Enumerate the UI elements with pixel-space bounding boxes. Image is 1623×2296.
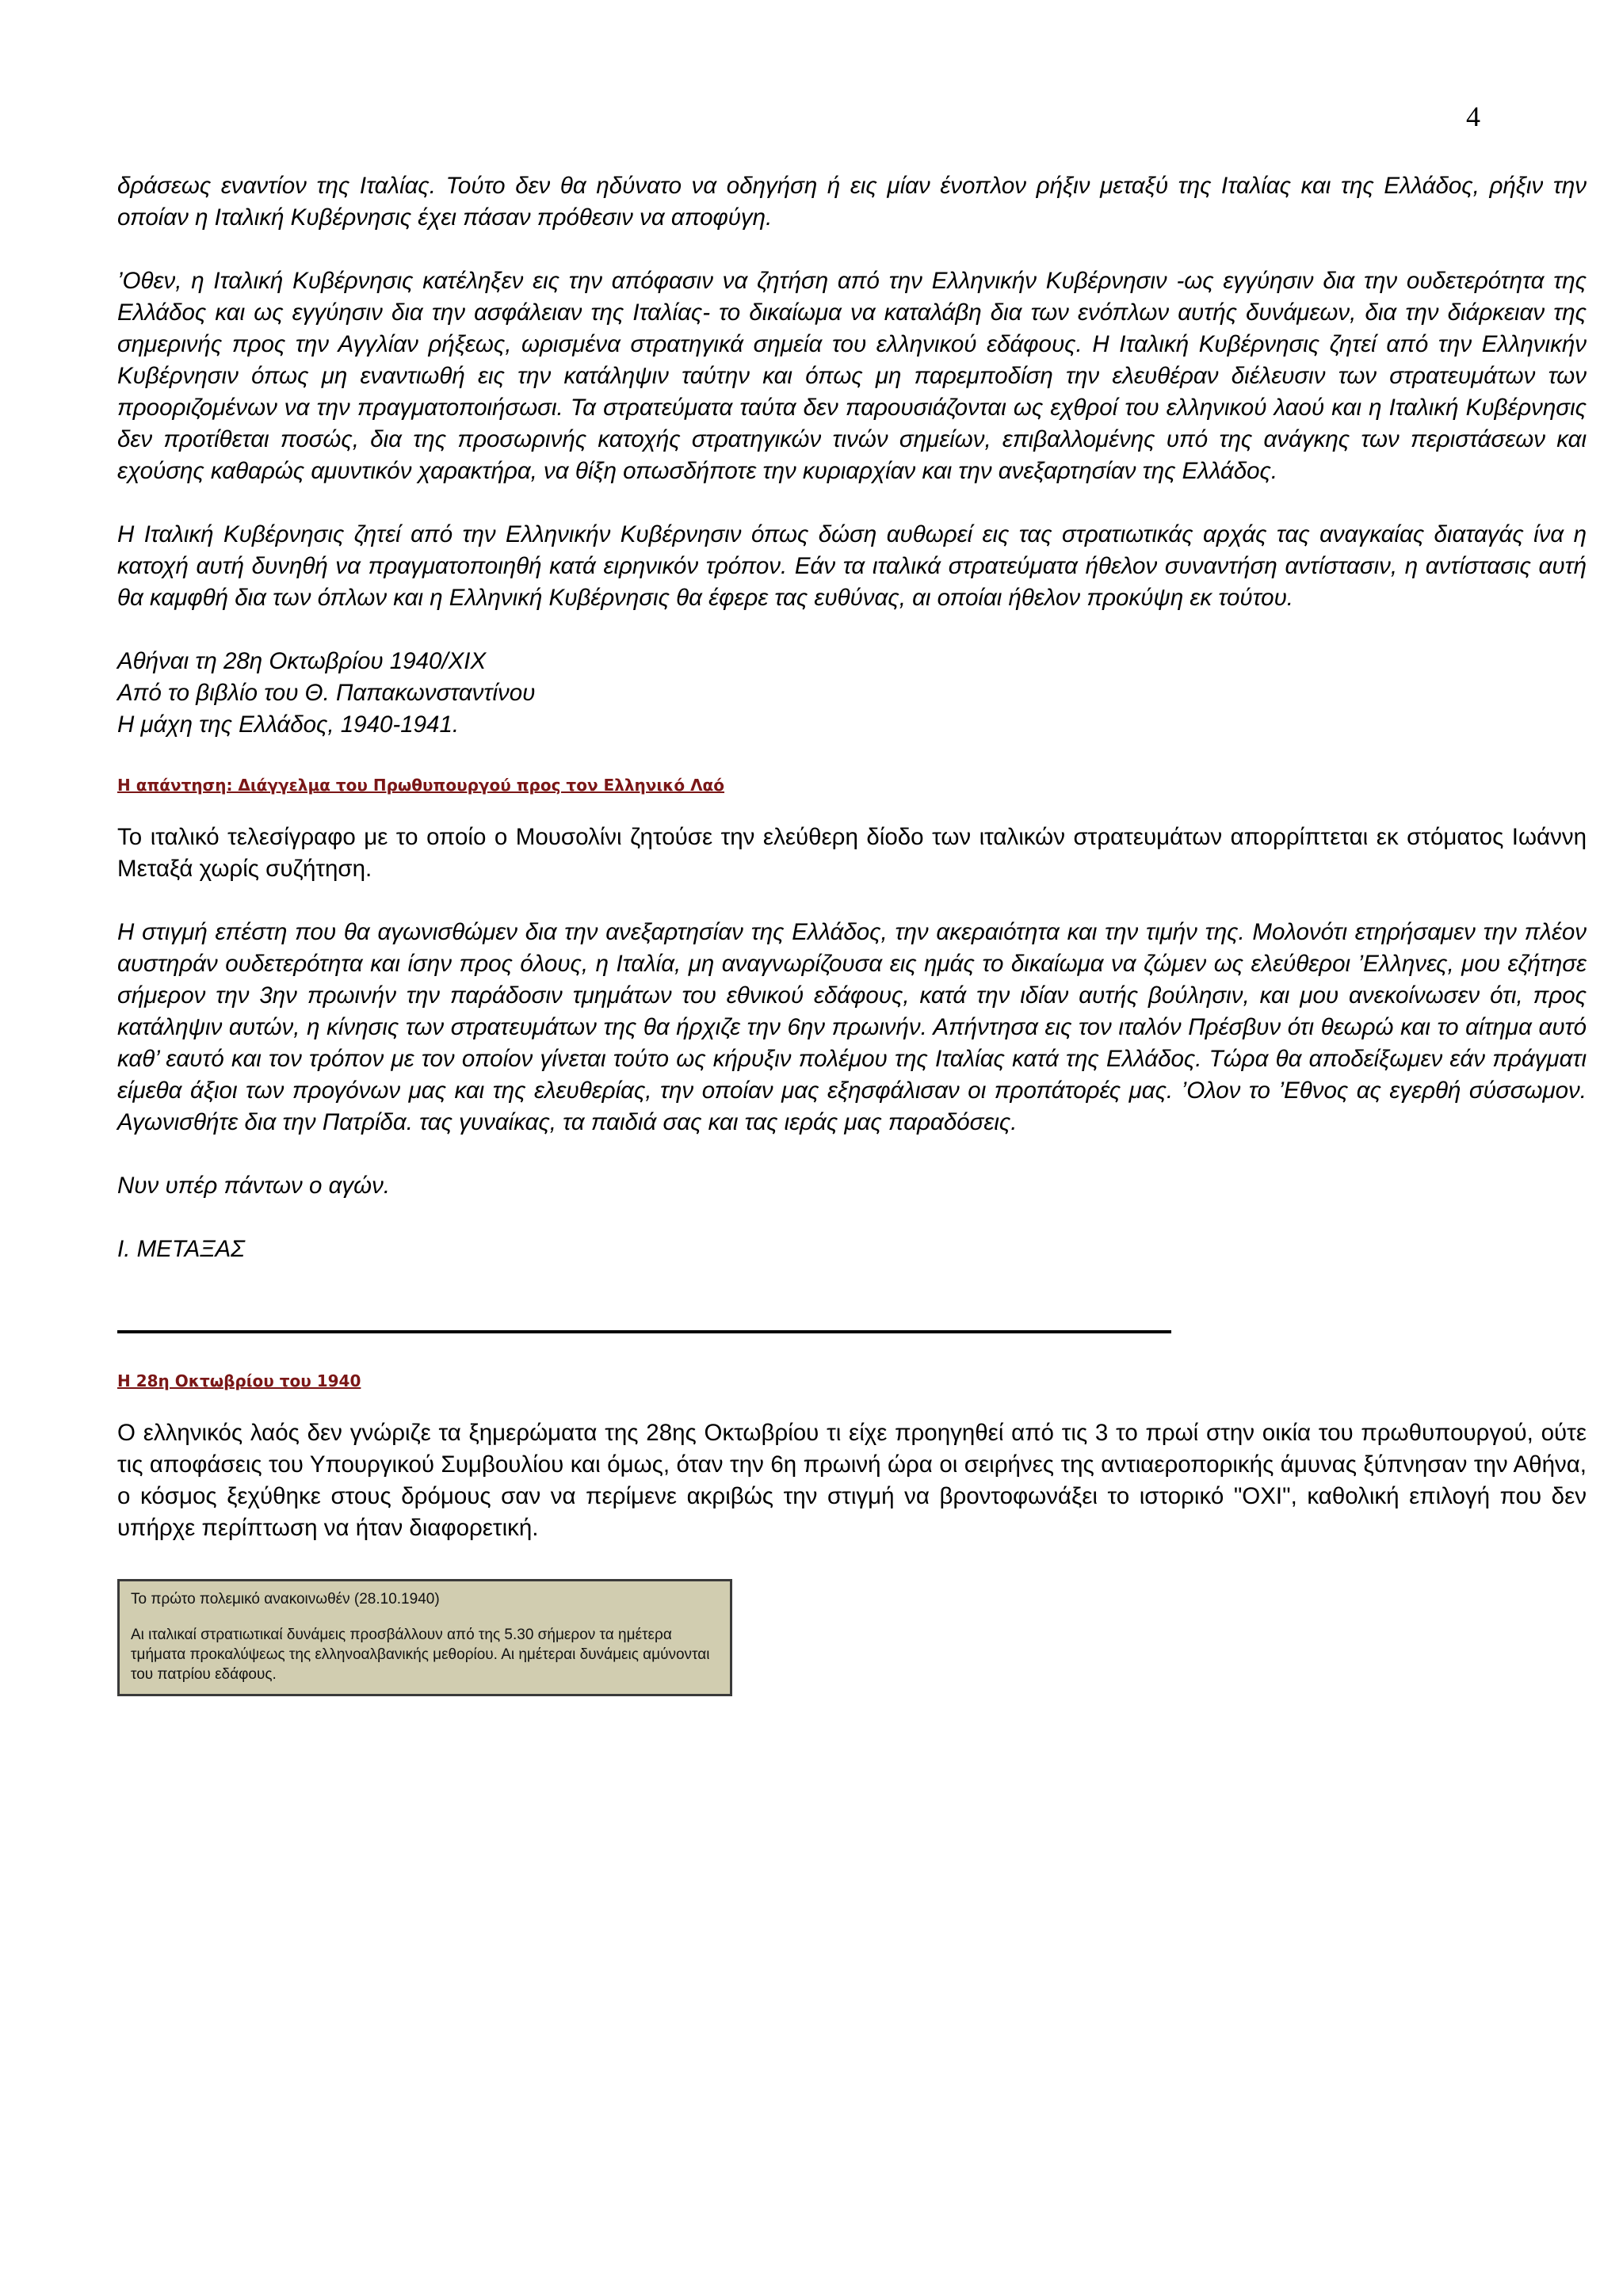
page-content bbox=[117, 170, 1587, 1696]
source-block bbox=[117, 646, 1587, 741]
letter-paragraph: Η Ιταλική Κυβέρνησις ζητεί από την Ελληνικήν Κυβέρνησιν όπως δώση αυθωρεί εις τας στρατιωτικάς αρχάς τας αναγκαίας διαταγάς ίνα η κατοχή αυτή δυνηθή να πραγματοποιηθή κατά ειρηνικόν τρόπον. Εάν τα ιταλικά στρατεύματα ήθελον συναντήση αντίστασιν, η αντίστασις αυτή θα καμφθή δια των όπλων και η Ελληνική Κυβέρνησις θα έφερε τας ευθύνας, αι οποίαι ήθελον προκύψη εκ τούτου. bbox=[117, 521, 1587, 611]
bulletin-text: Αι ιταλικαί στρατιωτικαί δυνάμεις προσβάλλουν από της 5.30 σήμερον τα ημέτερα τμήματα προκαλύψεως της ελληνοαλβανικής μεθορίου. Αι ημέτεραι δυνάμεις αμύνονται του πατρίου εδάφους. bbox=[131, 1627, 710, 1683]
source-line: Η μάχη της Ελλάδος, 1940-1941. bbox=[117, 711, 460, 738]
proclamation-motto: Νυν υπέρ πάντων ο αγών. bbox=[117, 1173, 391, 1199]
bulletin-title: Το πρώτο πολεμικό ανακοινωθέν (28.10.1940) bbox=[131, 1591, 440, 1608]
letter-paragraph: δράσεως εναντίον της Ιταλίας. Τούτο δεν θα ηδύνατο να οδηγήση ή εις μίαν ένοπλον ρήξιν μεταξύ της Ιταλίας και της Ελλάδος, ρήξιν την οποίαν η Ιταλική Κυβέρνησις έχει πάσαν πρόθεσιν να αποφύγη. bbox=[117, 173, 1587, 231]
source-line: Από το βιβλίο του Θ. Παπακωνσταντίνου bbox=[117, 680, 536, 706]
signature: Ι. ΜΕΤΑΞΑΣ bbox=[117, 1236, 245, 1262]
ultimatum-text bbox=[117, 170, 1587, 614]
response-intro: Το ιταλικό τελεσίγραφο με το οποίο ο Μουσολίνι ζητούσε την ελεύθερη δίοδο των ιταλικών στρατευμάτων απορρίπτεται εκ στόματος Ιωάννη Μεταξά χωρίς συζήτηση. bbox=[117, 824, 1587, 882]
letter-paragraph: ’Οθεν, η Ιταλική Κυβέρνησις κατέληξεν εις την απόφασιν να ζητήση από την Ελληνικήν Κυβέρνησιν -ως εγγύησιν δια την ουδετερότητα της Ελλάδος και ως εγγύησιν δια την ασφάλειαν της Ιταλίας- το δικαίωμα να καταλάβη δια των ενόπλων αυτής δυνάμεων, δια την διάρκειαν της σημερινής προς την Αγγλίαν ρήξεως, ωρισμένα στρατηγικά σημεία του ελληνικού εδάφους. Η Ιταλική Κυβέρνησις ζητεί από την Ελληνικήν Κυβέρνησιν όπως μη εναντιωθή εις την κατάληψιν ταύτην και όπως μη παρεμποδίση την ελευθέραν διέλευσιν των στρατευμάτων των προοριζομένων να την πραγματοποιήσωσι. Τα στρατεύματα ταύτα δεν παρουσιάζονται ως εχθροί του ελληνικού λαού και η Ιταλική Κυβέρνησις δεν προτίθεται ποσώς, δια της προσωρινής κατοχής στρατηγικών τινών σημείων, επιβαλλομένης υπό της ανάγκης των περιστάσεων και εχούσης καθαρώς αμυντικόν χαρακτήρα, να θίξη οπωσδήποτε την κυριαρχίαν και την ανεξαρτησίαν της Ελλάδος. bbox=[117, 268, 1587, 484]
source-line: Αθήναι τη 28η Οκτωβρίου 1940/XIX bbox=[117, 648, 487, 674]
section-heading-response[interactable]: Η απάντηση: Διάγγελμα του Πρωθυπουργού προς τον Ελληνικό Λαό bbox=[117, 776, 725, 795]
october-28-text: Ο ελληνικός λαός δεν γνώριζε τα ξημερώματα της 28ης Οκτωβρίου τι είχε προηγηθεί από τις 3 το πρωί στην οικία του πρωθυπουργού, ούτε τις αποφάσεις του Υπουργικού Συμβουλίου και όμως, όταν την 6η πρωινή ώρα οι σειρήνες της αντιαεροπορικής άμυνας ξύπνησαν την Αθήνα, ο κόσμος ξεχύθηκε στους δρόμους σαν να περίμενε ακριβώς την στιγμή να βροντοφωνάξει το ιστορικό "ΟΧΙ", καθολική επιλογή που δεν υπήρχε περίπτωση να ήταν διαφορετική. bbox=[117, 1420, 1587, 1541]
section-heading-october-28[interactable]: Η 28η Οκτωβρίου του 1940 bbox=[117, 1371, 361, 1390]
war-bulletin-image bbox=[117, 1579, 732, 1696]
page-number: 4 bbox=[1466, 101, 1480, 132]
proclamation-text: Η στιγμή επέστη που θα αγωνισθώμεν δια την ανεξαρτησίαν της Ελλάδος, την ακεραιότητα και την τιμήν της. Μολονότι ετηρήσαμεν την πλέον αυστηράν ουδετερότητα και ίσην προς όλους, η Ιταλία, μη αναγνωρίζουσα εις ημάς το δικαίωμα να ζώμεν ως ελεύθεροι ’Ελληνες, μου εζήτησε σήμερον την 3ην πρωινήν την παράδοσιν τμημάτων του εθνικού εδάφους, κατά την ιδίαν αυτής βούλησιν, και μου ανεκοίνωσεν ότι, προς κατάληψιν αυτών, η κίνησις των στρατευμάτων της θα ήρχιζε την 6ην πρωινήν. Απήντησα εις τον ιταλόν Πρέσβυν ότι θεωρώ και το αίτημα αυτό καθ’ εαυτό και τον τρόπον με τον οποίον γίνεται τούτο ως κήρυξιν πολέμου της Ιταλίας κατά της Ελλάδος. Τώρα θα αποδείξωμεν εάν πράγματι είμεθα άξιοι των προγόνων μας και της ελευθερίας, την οποίαν μας εξησφάλισαν οι προπάτορές μας. ’Ολον το ’Εθνος ας εγερθή σύσσωμον. Αγωνισθήτε δια την Πατρίδα. τας γυναίκας, τα παιδιά σας και τας ιεράς μας παραδόσεις. bbox=[117, 919, 1587, 1135]
